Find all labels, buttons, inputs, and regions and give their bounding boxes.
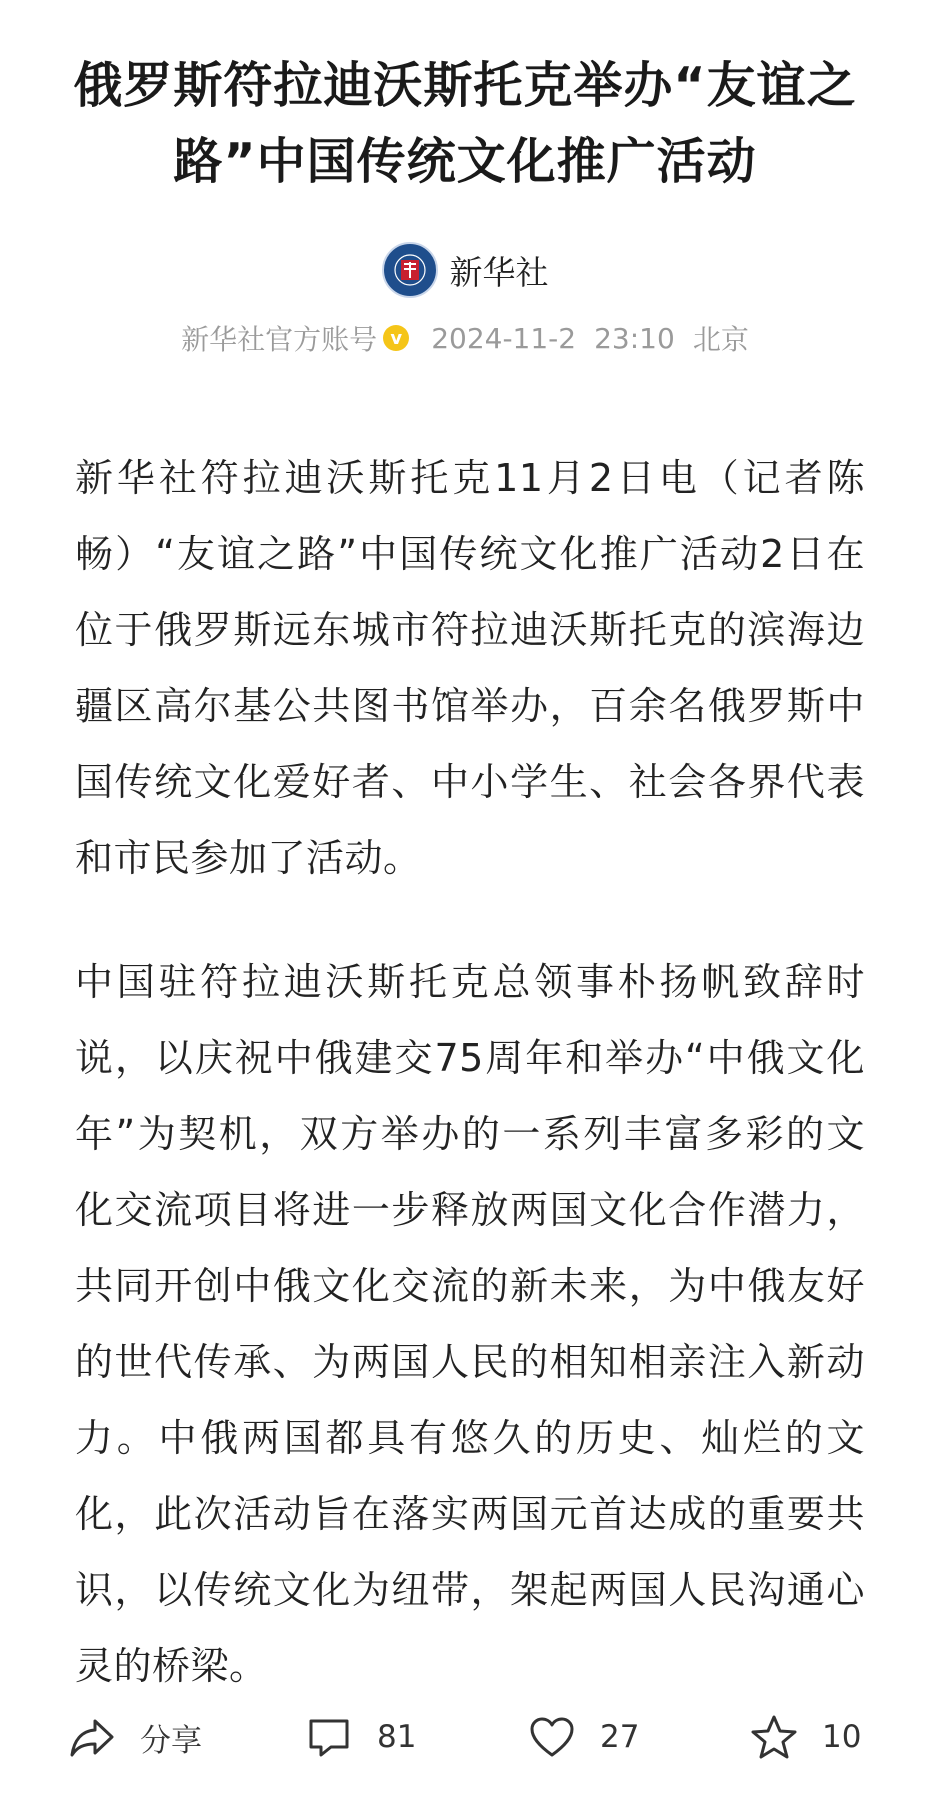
- article-meta: [0, 318, 930, 358]
- share-button[interactable]: [68, 1715, 202, 1760]
- article-title: 俄罗斯符拉迪沃斯托克举办“友谊之路”中国传统文化推广活动: [73, 57, 857, 190]
- comment-button[interactable]: [305, 1715, 416, 1759]
- article-paragraph: 中国驻符拉迪沃斯托克总领事朴扬帆致辞时说，以庆祝中俄建交75周年和举办“中俄文化年”为契机，双方举办的一系列丰富多彩的文化交流项目将进一步释放两国文化合作潜力，共同开创中俄文化交流的新未来，为中俄友好的世代传承、为两国人民的相知相亲注入新动力。中俄两国都具有悠久的历史、灿烂的文化，此次活动旨在落实两国元首达成的重要共识，以传统文化为纽带，架起两国人民沟通心灵的桥梁。: [75, 960, 865, 1688]
- heart-icon: [528, 1715, 576, 1759]
- share-label: 分享: [140, 1722, 202, 1759]
- article-body: [75, 440, 865, 1752]
- action-bar: [0, 1702, 930, 1772]
- publish-time: 23:10: [594, 321, 675, 355]
- article-paragraph: 新华社符拉迪沃斯托克11月2日电（记者陈畅）“友谊之路”中国传统文化推广活动2日在位于俄罗斯远东城市符拉迪沃斯托克的滨海边疆区高尔基公共图书馆举办，百余名俄罗斯中国传统文化爱好者、中小学生、社会各界代表和市民参加了活动。: [75, 456, 865, 880]
- star-icon: [750, 1714, 798, 1760]
- comment-icon: [305, 1715, 353, 1759]
- comment-count: 81: [377, 1719, 417, 1755]
- like-count: 27: [600, 1719, 640, 1755]
- verified-badge-icon: v: [383, 325, 409, 351]
- favorite-button[interactable]: [750, 1714, 861, 1760]
- source-name[interactable]: 新华社: [449, 252, 549, 292]
- account-label: 新华社官方账号: [181, 323, 378, 356]
- publish-date: 2024-11-2: [431, 321, 577, 355]
- xinhua-logo-icon[interactable]: [382, 242, 438, 298]
- share-icon: [68, 1715, 116, 1759]
- like-button[interactable]: [528, 1715, 639, 1759]
- publish-location: 北京: [692, 323, 749, 356]
- source-row[interactable]: [0, 242, 930, 298]
- favorite-count: 10: [822, 1719, 862, 1755]
